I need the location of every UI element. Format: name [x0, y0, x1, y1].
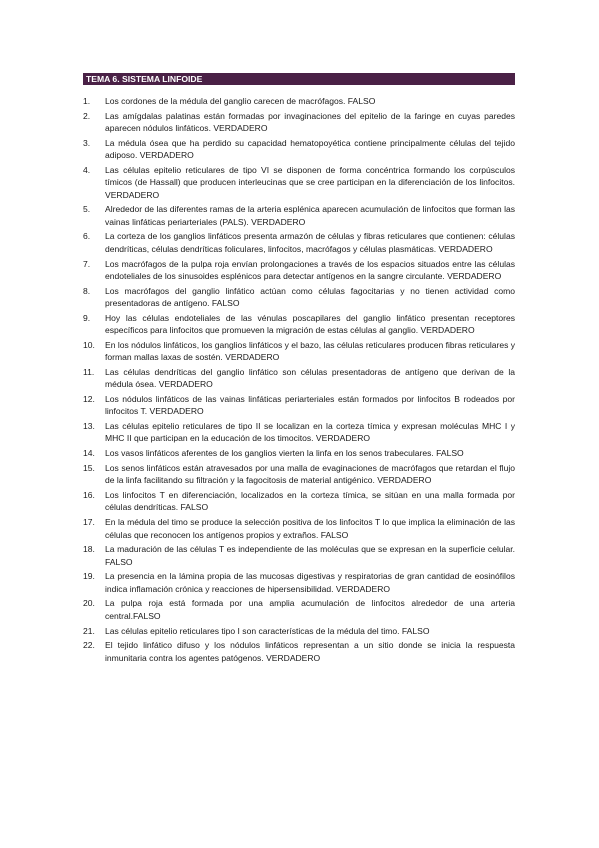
item-number: 13. [83, 421, 95, 432]
item-number: 4. [83, 164, 91, 175]
list-item [83, 393, 515, 418]
item-text: La presencia en la lámina propia de las mucosas digestivas y respiratorias de gran cantidad de eosinófilos indica inflamación crónica y reacciones de hipersensibilidad. VERDADERO [105, 571, 515, 594]
item-text: La médula ósea que ha perdido su capacidad hematopoyética contiene principalmente células del tejido adiposo. VERDADERO [105, 137, 515, 161]
item-number: 15. [83, 463, 95, 474]
item-number: 20. [83, 598, 95, 609]
list-item [83, 285, 515, 310]
item-text: Los macrófagos de la pulpa roja envían prolongaciones a través de los espacios situados entre las células endoteliales de los sinusoides esplénicos para detectar antígenos en la sangre circulante. VERDADERO [105, 258, 515, 281]
item-text: Alrededor de las diferentes ramas de la arteria esplénica aparecen acumulación de linfocitos que forman las vainas linfáticas periarteriales (PALS). VERDADERO [105, 204, 515, 227]
list-item [83, 597, 515, 622]
item-number: 14. [83, 448, 95, 459]
item-text: Las células epitelio reticulares tipo I son características de la médula del timo. FALSO [105, 625, 430, 636]
item-text: Los senos linfáticos están atravesados por una malla de evaginaciones de macrófagos que retardan el flujo de la linfa facilitando su filtración y la fagocitosis de material antigénico. VERDADERO [105, 463, 515, 486]
list-item [83, 203, 515, 228]
list-item [83, 110, 515, 135]
item-number: 21. [83, 625, 95, 636]
item-number: 1. [83, 96, 91, 106]
list-item [83, 312, 515, 337]
item-number: 11. [83, 366, 95, 377]
item-number: 22. [83, 640, 95, 651]
item-number: 6. [83, 231, 91, 242]
question-list [83, 95, 515, 666]
item-text: El tejido linfático difuso y los nódulos linfáticos representan a un sitio donde se inicia la respuesta inmunitaria contra los agentes patógenos. VERDADERO [105, 640, 515, 663]
list-item [83, 137, 515, 162]
list-item [83, 516, 515, 541]
list-item [83, 164, 515, 201]
list-item [83, 639, 515, 664]
item-text: En los nódulos linfáticos, los ganglios linfáticos y el bazo, las células reticulares producen fibras reticulares y forman mallas laxas de sostén. VERDADERO [105, 339, 515, 363]
item-number: 18. [83, 544, 95, 555]
list-item [83, 625, 515, 637]
item-text: La maduración de las células T es independiente de las moléculas que se expresan en la superficie celular. FALSO [105, 544, 515, 567]
item-text: Los linfocitos T en diferenciación, localizados en la corteza tímica, se sitúan en una malla formada por células dendríticas. FALSO [105, 490, 515, 513]
item-text: Las células dendríticas del ganglio linfático son células presentadoras de antígeno que derivan de la médula ósea. VERDADERO [105, 366, 515, 390]
list-item [83, 339, 515, 364]
list-item [83, 230, 515, 255]
item-number: 7. [83, 258, 91, 269]
item-number: 19. [83, 571, 95, 582]
list-item [83, 420, 515, 445]
item-number: 8. [83, 285, 91, 296]
item-text: Los macrófagos del ganglio linfático actúan como células fagocitarias y no tienen actividad como presentadoras de antígeno. FALSO [105, 285, 515, 308]
item-text: Los cordones de la médula del ganglio carecen de macrófagos. FALSO [105, 96, 376, 106]
item-number: 16. [83, 490, 95, 501]
item-number: 12. [83, 394, 95, 405]
list-item [83, 95, 515, 107]
item-number: 3. [83, 137, 91, 148]
item-number: 5. [83, 204, 91, 215]
item-text: Los nódulos linfáticos de las vainas linfáticas periarteriales están formados por linfocitos B rodeados por linfocitos T. VERDADERO [105, 394, 515, 417]
item-number: 17. [83, 517, 95, 528]
item-text: Hoy las células endoteliales de las vénulas poscapilares del ganglio linfático presentan receptores específicos para linfocitos que promueven la migración de estas células al ganglio. VERDADERO [105, 312, 515, 336]
item-text: En la médula del timo se produce la selección positiva de los linfocitos T lo que implica la eliminación de las células que reconocen los antígenos propios y extraños. FALSO [105, 517, 515, 540]
item-text: Las amígdalas palatinas están formadas por invaginaciones del epitelio de la faringe en cuyas paredes aparecen nódulos linfáticos. VERDADERO [105, 110, 515, 134]
list-item [83, 462, 515, 487]
list-item [83, 489, 515, 514]
item-number: 9. [83, 312, 91, 323]
item-number: 2. [83, 110, 91, 121]
list-item [83, 447, 515, 459]
item-text: La pulpa roja está formada por una amplia acumulación de linfocitos alrededor de una arteria central.FALSO [105, 598, 515, 621]
item-text: Las células epitelio reticulares de tipo VI se disponen de forma concéntrica formando los corpúsculos tímicos (de Hassall) que producen interleucinas que se cree participan en la diferenciación de los linfocitos. VERDADERO [105, 164, 515, 200]
list-item [83, 366, 515, 391]
item-number: 10. [83, 339, 95, 350]
list-item [83, 543, 515, 568]
section-title: TEMA 6. SISTEMA LINFOIDE [83, 73, 515, 85]
list-item [83, 570, 515, 595]
item-text: La corteza de los ganglios linfáticos presenta armazón de células y fibras reticulares que contienen: células dendríticas, células dendríticas foliculares, linfocitos, macrófagos y células plasmáticas. VERDADERO [105, 231, 515, 254]
list-item [83, 258, 515, 283]
item-text: Las células epitelio reticulares de tipo II se localizan en la corteza tímica y expresan moléculas MHC I y MHC II que participan en la educación de los timocitos. VERDADERO [105, 421, 515, 444]
item-text: Los vasos linfáticos aferentes de los ganglios vierten la linfa en los senos trabeculares. FALSO [105, 448, 464, 459]
